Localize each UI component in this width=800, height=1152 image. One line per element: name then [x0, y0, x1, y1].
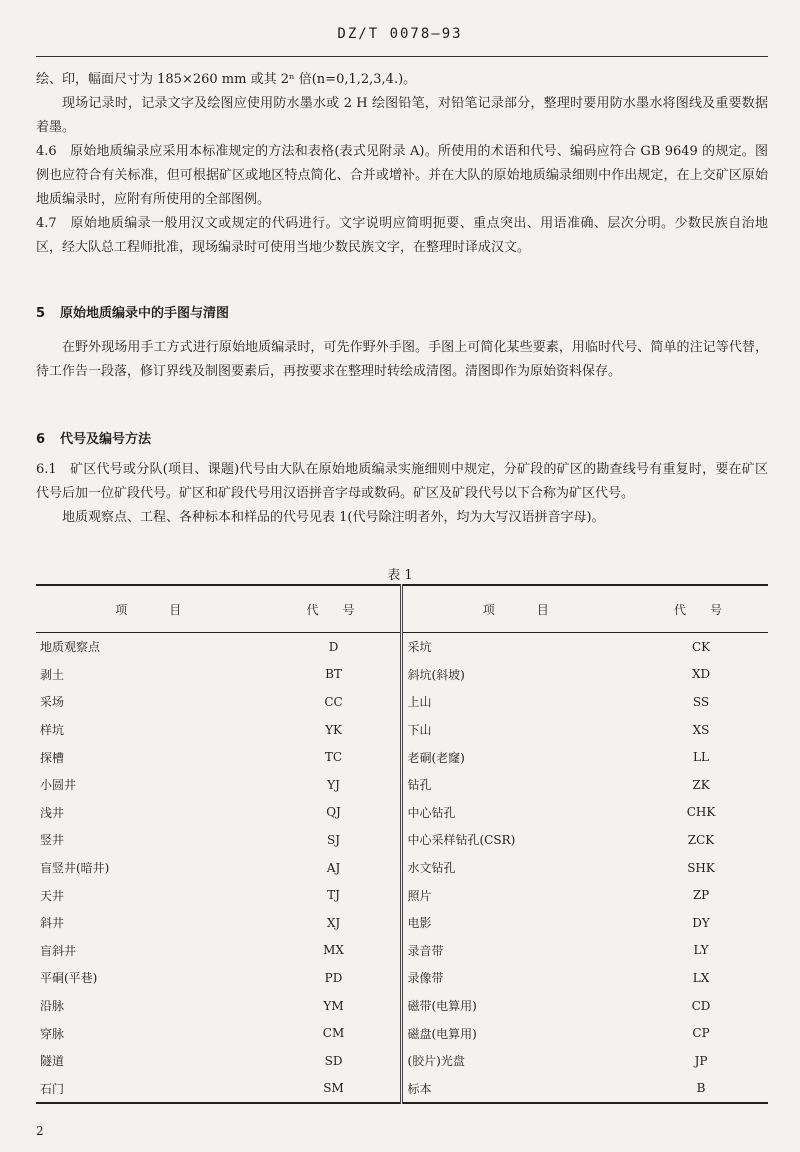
cell-code-left: BT — [267, 661, 402, 689]
section-5-number: 5 — [36, 306, 46, 321]
table-row — [36, 854, 768, 882]
page-number: 2 — [36, 1124, 44, 1138]
header-item-right: 项 目 — [402, 585, 634, 633]
cell-item-left: 石门 — [36, 1075, 267, 1104]
section-6-heading — [36, 428, 151, 447]
cell-item-right: 磁盘(电算用) — [407, 1026, 477, 1041]
cell-item-left: 探槽 — [40, 750, 65, 765]
cell-code-left: XJ — [267, 909, 402, 937]
table-row — [36, 909, 768, 937]
cell-item-left: 样坑 — [40, 723, 65, 738]
standard-number-header: DZ/T 0078—93 — [337, 26, 463, 42]
section-6-number: 6 — [36, 432, 46, 447]
cell-item-right: 采坑 — [407, 640, 432, 655]
paragraph-4-7: 4.7 原始地质编录一般用汉文或规定的代码进行。文字说明应简明扼要、重点突出、用语准确、层次分明。少数民族自治地区，经大队总工程师批准，现场编录时可使用当地少数民族文字，在整理时译成汉文。 — [36, 216, 768, 255]
cell-code-left: MX — [267, 937, 402, 965]
cell-code-left: PD — [267, 964, 402, 992]
table-row — [36, 771, 768, 799]
paragraph-table-intro: 地质观察点、工程、各种标本和样品的代号见表 1(代号除注明者外，均为大写汉语拼音字母)。 — [62, 510, 605, 525]
cell-code-right: B — [634, 1075, 768, 1104]
cell-item-right: 录音带 — [407, 943, 444, 958]
cell-item-left: 采场 — [40, 695, 65, 710]
paragraph-field-sketch: 在野外现场用手工方式进行原始地质编录时，可先作野外手图。手图上可简化某些要素，用临时代号、简单的注记等代替，待工作告一段落，修订界线及制图要素后，再按要求在整理时转绘成清图。清图即作为原始资料保存。 — [36, 340, 768, 379]
table-row — [36, 633, 768, 661]
header-rule — [36, 56, 768, 57]
cell-item-left: 穿脉 — [40, 1026, 65, 1041]
paragraph-recording: 现场记录时，记录文字及绘图应使用防水墨水或 2 H 绘图铅笔，对铅笔记录部分，整理时要用防水墨水将图线及重要数据着墨。 — [36, 96, 768, 135]
cell-item-left: 浅井 — [40, 805, 65, 820]
cell-code-left: SM — [267, 1075, 402, 1104]
table-row — [36, 1047, 768, 1075]
section-6-title: 代号及编号方法 — [60, 432, 152, 447]
cell-code-right: LY — [693, 943, 709, 958]
cell-code-right: ZCK — [687, 832, 715, 847]
cell-code-left: YM — [267, 992, 402, 1020]
table-header-row — [36, 585, 768, 633]
cell-code-right: XS — [692, 722, 710, 737]
table-row — [36, 826, 768, 854]
table-1-title: 表 1 — [387, 568, 413, 583]
cell-code-left: SJ — [267, 826, 402, 854]
section-6-body — [36, 458, 768, 530]
table-row — [36, 688, 768, 716]
cell-item-right: 中心钻孔 — [407, 805, 456, 820]
cell-code-left: AJ — [267, 854, 402, 882]
cell-code-left: TJ — [267, 881, 402, 909]
cell-code-right: ZK — [692, 777, 710, 792]
cell-item-right: 磁带(电算用) — [407, 999, 477, 1014]
cell-code-right: DY — [692, 915, 710, 930]
table-row — [36, 881, 768, 909]
cell-item-right: (胶片)光盘 — [407, 1054, 465, 1069]
section-5-title: 原始地质编录中的手图与清图 — [60, 306, 230, 321]
paragraph-6-1: 6.1 矿区代号或分队(项目、课题)代号由大队在原始地质编录实施细则中规定，分矿段的矿区的勘查线号有重复时，要在矿区代号后加一位矿段代号。矿区和矿段代号用汉语拼音字母或数码。矿区及矿段代号以下合称为矿区代号。 — [36, 462, 768, 501]
section-5-body — [36, 336, 768, 384]
cell-item-right: 标本 — [402, 1075, 634, 1104]
cell-code-right: CHK — [686, 805, 716, 820]
table-row — [36, 661, 768, 689]
cell-code-left: YJ — [267, 771, 402, 799]
table-row — [36, 992, 768, 1020]
cell-item-left: 竖井 — [40, 833, 65, 848]
cell-code-right: JP — [694, 1053, 708, 1068]
cell-item-right: 电影 — [407, 916, 432, 931]
table-row — [36, 799, 768, 827]
table-body — [36, 633, 768, 1104]
intro-block — [36, 68, 768, 260]
cell-item-right: 斜坑(斜坡) — [407, 667, 465, 682]
cell-item-left: 平硐(平巷) — [40, 971, 98, 986]
cell-code-left: QJ — [267, 799, 402, 827]
cell-item-right: 中心采样钻孔(CSR) — [407, 833, 516, 848]
cell-code-left: SD — [267, 1047, 402, 1075]
cell-code-right: ZP — [692, 888, 710, 903]
cell-code-right: SHK — [687, 860, 715, 875]
cell-item-left: 剥土 — [40, 667, 65, 682]
cell-item-right: 钻孔 — [407, 778, 432, 793]
header-code-left: 代 号 — [267, 585, 402, 633]
cell-code-left: CC — [267, 688, 402, 716]
cell-item-right: 水文钻孔 — [407, 861, 456, 876]
cell-item-right: 录像带 — [407, 971, 444, 986]
cell-item-left: 斜井 — [40, 916, 65, 931]
cell-code-left: D — [267, 633, 402, 661]
cell-item-left: 沿脉 — [40, 999, 65, 1014]
table-row — [36, 716, 768, 744]
cell-code-left: TC — [267, 743, 402, 771]
cell-item-left: 小圆井 — [40, 778, 77, 793]
code-table — [36, 584, 768, 1104]
cell-item-left: 盲竖井(暗井) — [40, 861, 110, 876]
table-row — [36, 964, 768, 992]
cell-item-left: 盲斜井 — [40, 943, 77, 958]
header-item-left: 项 目 — [36, 585, 267, 633]
cell-item-left: 隧道 — [40, 1054, 65, 1069]
paragraph-format: 绘、印，幅面尺寸为 185×260 mm 或其 2ⁿ 倍(n=0,1,2,3,4.)。 — [36, 72, 417, 87]
cell-item-left: 天井 — [40, 888, 65, 903]
table-row — [36, 743, 768, 771]
table-row — [36, 1075, 768, 1104]
cell-code-right: LL — [693, 750, 709, 765]
paragraph-4-6: 4.6 原始地质编录应采用本标准规定的方法和表格(表式见附录 A)。所使用的术语和代号、编码应符合 GB 9649 的规定。图例也应符合有关标准，但可根据矿区或地区特点简化、合并或增补。并在大队的原始地质编录细则中作出规定，在上交矿区原始地质编录时，应附有所使用的全部图例。 — [36, 144, 768, 207]
cell-code-right: SS — [692, 694, 710, 709]
section-5-heading — [36, 302, 229, 321]
cell-code-right: CD — [691, 998, 711, 1013]
cell-code-right: XD — [691, 667, 711, 682]
cell-item-right: 上山 — [407, 695, 432, 710]
cell-item-right: 老硐(老窿) — [407, 750, 465, 765]
table-row — [36, 937, 768, 965]
cell-code-left: CM — [267, 1019, 402, 1047]
cell-code-left: YK — [267, 716, 402, 744]
cell-item-right: 下山 — [407, 723, 432, 738]
cell-item-left: 地质观察点 — [40, 640, 101, 655]
cell-code-right: CP — [692, 1026, 710, 1041]
header-code-right: 代 号 — [634, 585, 768, 633]
cell-item-right: 照片 — [407, 888, 432, 903]
cell-code-right: LX — [692, 970, 710, 985]
cell-code-right: CK — [691, 639, 711, 654]
table-row — [36, 1019, 768, 1047]
